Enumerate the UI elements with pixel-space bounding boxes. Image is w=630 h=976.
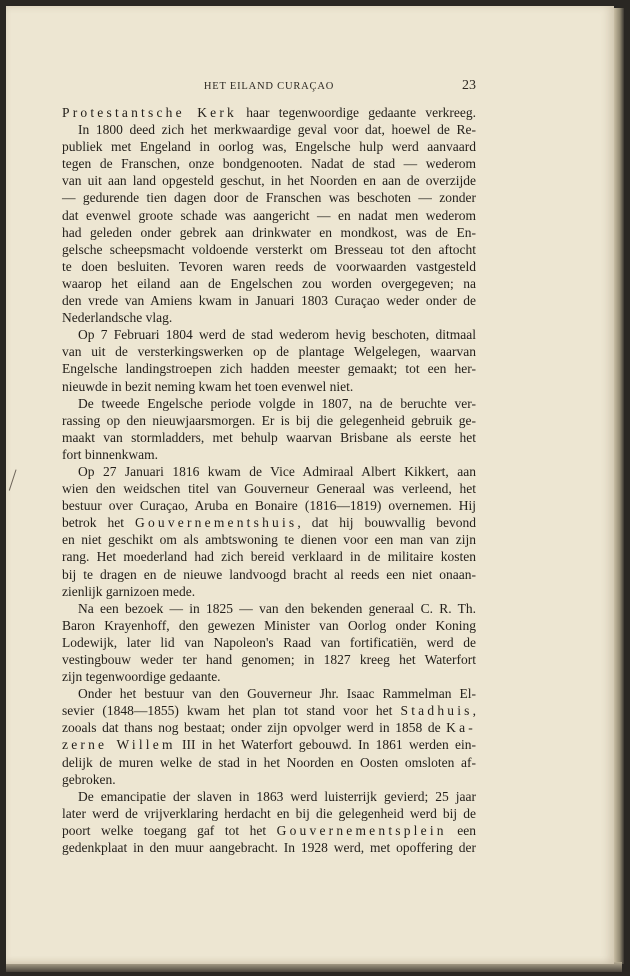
text-line: rassing op den nieuwjaarsmorgen. Er is bij die gelegenheid gebruik ge-: [62, 412, 476, 428]
text-line: zerne Willem III in het Waterfort gebouwd. In 1861 werden ein-: [62, 737, 477, 753]
running-title: HET EILAND CURAÇAO: [203, 81, 335, 92]
text-line: betrok het Gouvernementshuis, dat hij bouwvallig bevond: [62, 515, 477, 531]
text-line: rang. Het moederland had zich bereid verklaard in de militaire kosten: [62, 549, 476, 565]
text-line: — gedurende tien dagen door de Franschen was beschoten — zonder: [62, 190, 476, 206]
text-line: gebroken.: [62, 771, 116, 787]
text-line: bij te dragen en de nieuwe landvoogd bracht al reeds een niet onaan-: [62, 566, 476, 582]
text-line: publiek met Engeland in oorlog was, Engelsche hulp werd aanvaard: [62, 139, 476, 155]
body-text: [62, 104, 476, 856]
text-line: dat evenwel groote schade was aangericht — en nadat men wederom: [62, 207, 476, 223]
text-line: poort welke toegang gaf tot het Gouvernementsplein een: [62, 822, 477, 838]
text-line: waarop het eiland aan de Engelschen zou worden overgegeven; na: [62, 275, 476, 291]
text-line: vestingbouw weder ter hand genomen; in 1827 kreeg het Waterfort: [62, 652, 476, 667]
text-line: Na een bezoek — in 1825 — van den bekenden generaal C. R. Th.: [78, 600, 476, 616]
text-line: Op 7 Februari 1804 werd de stad wederom hevig beschoten, ditmaal: [78, 327, 476, 343]
text-line: bestuur over Curaçao, Aruba en Bonaire (1816—1819) overnemen. Hij: [62, 498, 476, 514]
text-line: sevier (1848—1855) kwam het plan tot stand voor het Stadhuis,: [62, 703, 476, 719]
text-line: tegen de Franschen, onze bondgenooten. Nadat de stad — wederom: [62, 156, 476, 172]
text-line: zooals dat thans nog bestaat; onder zijn opvolger werd in 1858 de Ka-: [62, 720, 476, 736]
text-line: had geleden onder gebrek aan drinkwater en mondkost, was de En-: [62, 224, 476, 240]
text-line: De tweede Engelsche periode volgde in 1807, na de beruchte ver-: [78, 395, 476, 411]
text-line: fort binnenkwam.: [62, 446, 158, 462]
page-header: [62, 78, 476, 98]
text-line: en niet geschikt om als ambtswoning te dienen voor een man van zijn: [62, 532, 476, 548]
text-line: Engelsche landingstroepen zich hadden meester gemaakt; tot een her-: [62, 361, 476, 377]
text-line: zienlijk garnizoen mede.: [62, 583, 196, 599]
text-line: Lodewijk, later lid van Napoleon's Raad van fortificatiën, werd de: [62, 634, 476, 650]
text-line: wien den weidschen titel van Gouverneur Generaal was verleend, het: [62, 481, 476, 497]
text-line: maakt van stormladders, met behulp waarvan Brisbane als eerste het: [62, 429, 476, 445]
text-line: van uit de versterkingswerken op de plantage Welgelegen, waarvan: [62, 344, 476, 360]
text-line: den vrede van Amiens kwam in Januari 1803 Curaçao weder onder de: [62, 293, 476, 309]
text-line: Op 27 Januari 1816 kwam de Vice Admiraal Albert Kikkert, aan: [78, 463, 476, 479]
text-line: gedenkplaat in den muur aangebracht. In 1928 werd, met opoffering der: [62, 840, 476, 856]
text-line: Nederlandsche vlag.: [62, 310, 173, 326]
text-line: zijn tegenwoordige gedaante.: [62, 669, 221, 685]
text-line: In 1800 deed zich het merkwaardige geval voor dat, hoewel de Re-: [78, 122, 476, 138]
text-line: Baron Krayenhoff, den gewezen Minister van Oorlog onder Koning: [62, 617, 476, 633]
text-line: delijk de muren welke de stad in het Noorden en Oosten omsloten af-: [62, 754, 476, 770]
text-line: van uit aan land opgesteld geschut, in het Noorden en aan de overzijde: [62, 173, 476, 189]
text-line: Protestantsche Kerk haar tegenwoordige gedaante verkreeg.: [62, 105, 476, 120]
text-line: nieuwde in bezit neming kwam het toen evenwel niet.: [62, 378, 354, 394]
page-edge-right: [614, 8, 624, 964]
page-number: 23: [462, 78, 476, 93]
text-line: gelsche scheepsmacht voldoende versterkt om Bresseau tot den aftocht: [62, 241, 476, 257]
text-line: De emancipatie der slaven in 1863 werd luisterrijk gevierd; 25 jaar: [78, 788, 476, 804]
text-line: later werd de vrijverklaring herdacht en bij die gelegenheid werd bij de: [62, 805, 476, 821]
text-line: te doen besluiten. Tevoren waren reeds de voorwaarden vastgesteld: [62, 258, 476, 274]
text-line: Onder het bestuur van den Gouverneur Jhr. Isaac Rammelman El-: [78, 686, 476, 702]
